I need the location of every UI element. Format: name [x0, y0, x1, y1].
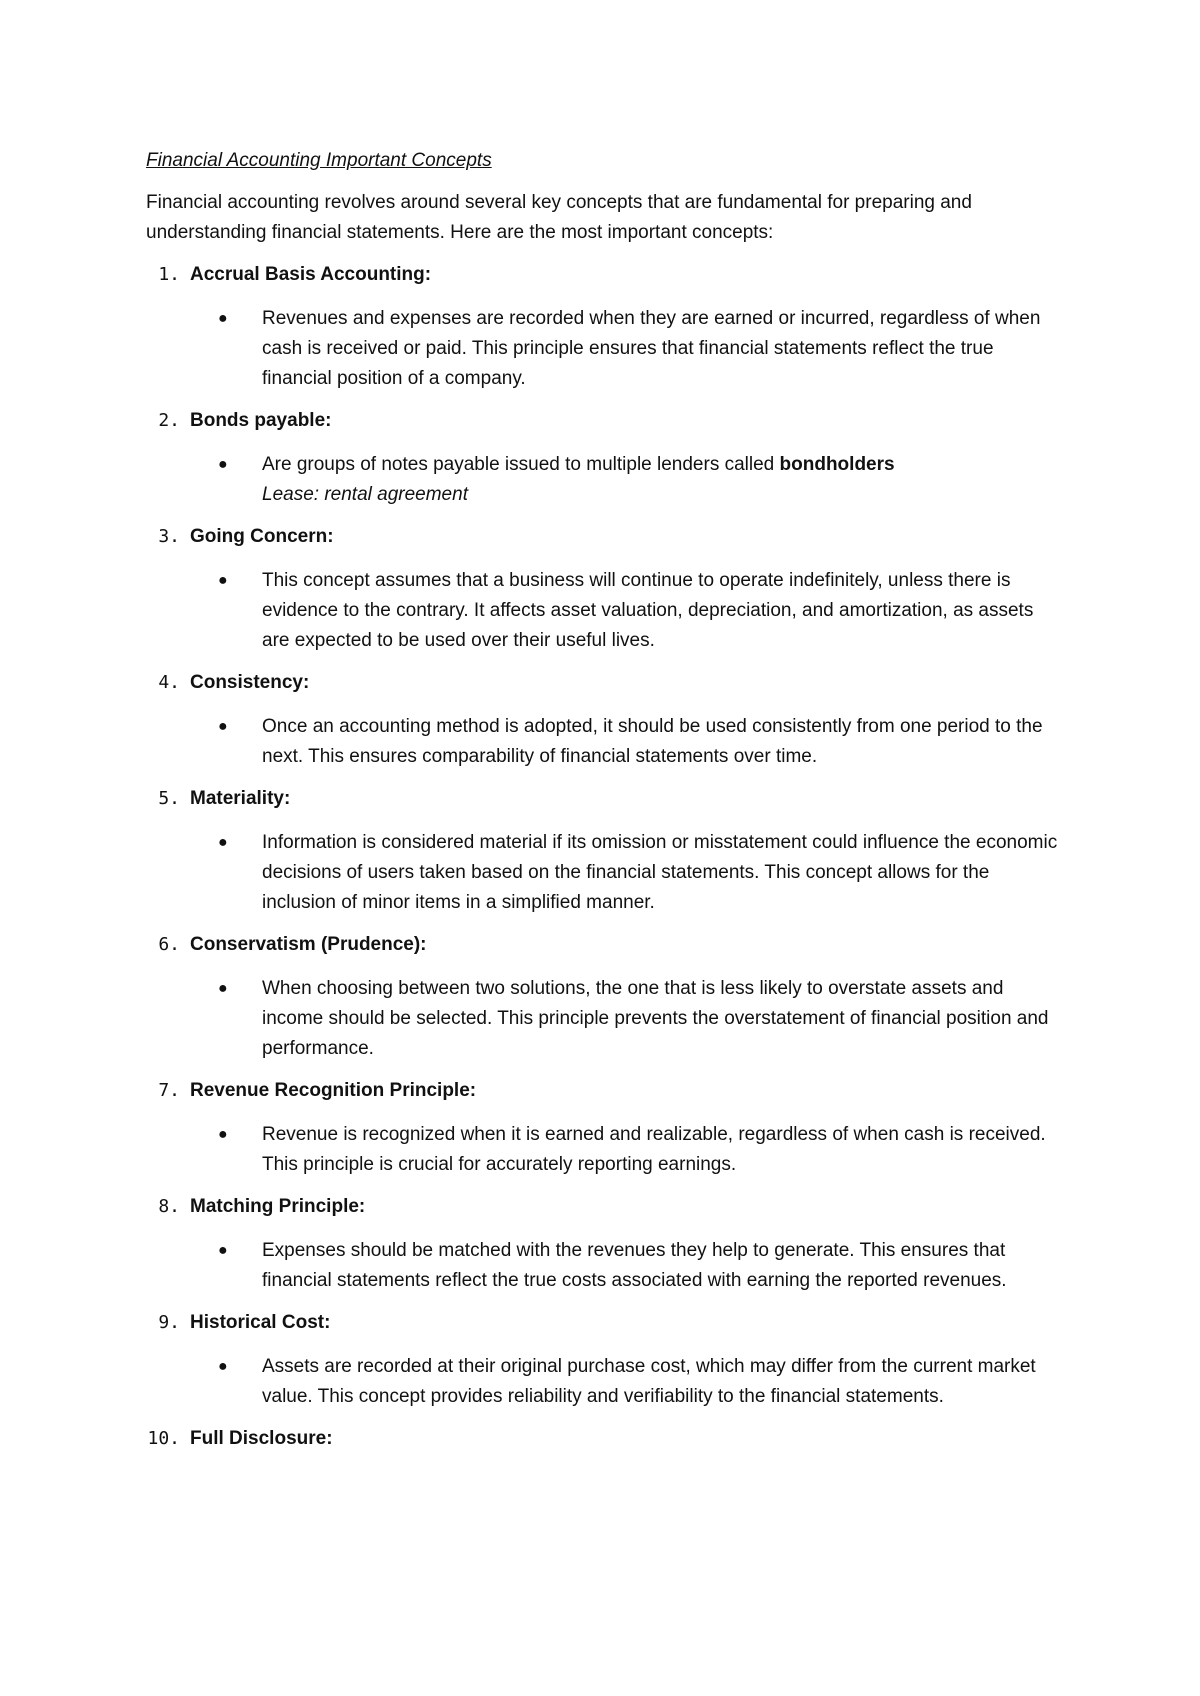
bullet-text: Revenue is recognized when it is earned and realizable, regardless of when cash is received. This principle is crucial for accurately reporting earnings.	[262, 1124, 1046, 1175]
concept-item	[146, 1192, 1066, 1296]
concept-item	[146, 406, 1066, 510]
list-number: 2.	[158, 410, 180, 431]
concept-heading	[146, 1076, 1066, 1106]
list-number: 4.	[158, 672, 180, 693]
bullet-point	[146, 1352, 1066, 1412]
bullet-point	[146, 304, 1066, 394]
bullet-point	[146, 974, 1066, 1064]
concept-title: Revenue Recognition Principle:	[190, 1080, 477, 1101]
bullet-point	[146, 712, 1066, 772]
concept-heading	[146, 406, 1066, 436]
bullet-point	[146, 450, 1066, 510]
bullet-point	[146, 566, 1066, 656]
concept-item	[146, 260, 1066, 394]
concept-title: Materiality:	[190, 788, 291, 809]
bullet-text: Assets are recorded at their original purchase cost, which may differ from the current market value. This concept provides reliability and verifiability to the financial statements.	[262, 1356, 1036, 1407]
list-number: 6.	[158, 934, 180, 955]
bullet-icon: ●	[218, 1358, 228, 1375]
concept-title: Bonds payable:	[190, 410, 332, 431]
concept-title: Going Concern:	[190, 526, 334, 547]
concept-heading	[146, 522, 1066, 552]
concept-heading	[146, 668, 1066, 698]
list-number: 1.	[158, 264, 180, 285]
bullet-icon: ●	[218, 1242, 228, 1259]
list-number: 7.	[158, 1080, 180, 1101]
bullet-text: Once an accounting method is adopted, it should be used consistently from one period to the next. This ensures comparability of financial statements over time.	[262, 716, 1043, 767]
concept-item	[146, 1424, 1066, 1454]
bullet-text: This concept assumes that a business will continue to operate indefinitely, unless there is evidence to the contrary. It affects asset valuation, depreciation, and amortization, as assets are expected to be used over their useful lives.	[262, 570, 1034, 651]
concept-heading	[146, 1424, 1066, 1454]
bullet-icon: ●	[218, 718, 228, 735]
document-title: Financial Accounting Important Concepts	[146, 150, 492, 171]
bullet-bold-term: bondholders	[779, 454, 895, 475]
bullet-text: Revenues and expenses are recorded when they are earned or incurred, regardless of when cash is received or paid. This principle ensures that financial statements reflect the true financial position of a company.	[262, 308, 1041, 389]
concept-item	[146, 668, 1066, 772]
document-body	[146, 146, 1066, 1468]
list-number: 9.	[158, 1312, 180, 1333]
bullet-text: When choosing between two solutions, the one that is less likely to overstate assets and income should be selected. This principle prevents the overstatement of financial position and performance.	[262, 978, 1049, 1059]
concept-heading	[146, 784, 1066, 814]
concept-item	[146, 784, 1066, 918]
list-number: 8.	[158, 1196, 180, 1217]
concept-title: Conservatism (Prudence):	[190, 934, 427, 955]
concept-item	[146, 1076, 1066, 1180]
bullet-icon: ●	[218, 456, 228, 473]
list-number: 10.	[147, 1428, 180, 1449]
concept-heading	[146, 260, 1066, 290]
concept-heading	[146, 930, 1066, 960]
bullet-text: Expenses should be matched with the revenues they help to generate. This ensures that financial statements reflect the true costs associated with earning the reported revenues.	[262, 1240, 1007, 1291]
bullet-icon: ●	[218, 834, 228, 851]
concept-item	[146, 930, 1066, 1064]
concept-title: Historical Cost:	[190, 1312, 331, 1333]
bullet-icon: ●	[218, 1126, 228, 1143]
intro-paragraph: Financial accounting revolves around several key concepts that are fundamental for preparing and understanding financial statements. Here are the most important concepts:	[146, 192, 972, 243]
bullet-icon: ●	[218, 980, 228, 997]
list-number: 3.	[158, 526, 180, 547]
concept-item	[146, 1308, 1066, 1412]
bullet-point	[146, 1120, 1066, 1180]
bullet-icon: ●	[218, 310, 228, 327]
bullet-text: Information is considered material if its omission or misstatement could influence the economic decisions of users taken based on the financial statements. This concept allows for the inclusion of minor items in a simplified manner.	[262, 832, 1058, 913]
bullet-text: Are groups of notes payable issued to multiple lenders called	[262, 454, 780, 475]
concept-title: Matching Principle:	[190, 1196, 366, 1217]
bullet-italic-note: Lease: rental agreement	[262, 484, 468, 505]
concept-heading	[146, 1192, 1066, 1222]
concept-title: Full Disclosure:	[190, 1428, 333, 1449]
concept-title: Consistency:	[190, 672, 310, 693]
bullet-point	[146, 1236, 1066, 1296]
concept-item	[146, 522, 1066, 656]
concept-title: Accrual Basis Accounting:	[190, 264, 432, 285]
bullet-icon: ●	[218, 572, 228, 589]
bullet-point	[146, 828, 1066, 918]
concept-heading	[146, 1308, 1066, 1338]
list-number: 5.	[158, 788, 180, 809]
bullet-text-container	[262, 450, 1066, 510]
